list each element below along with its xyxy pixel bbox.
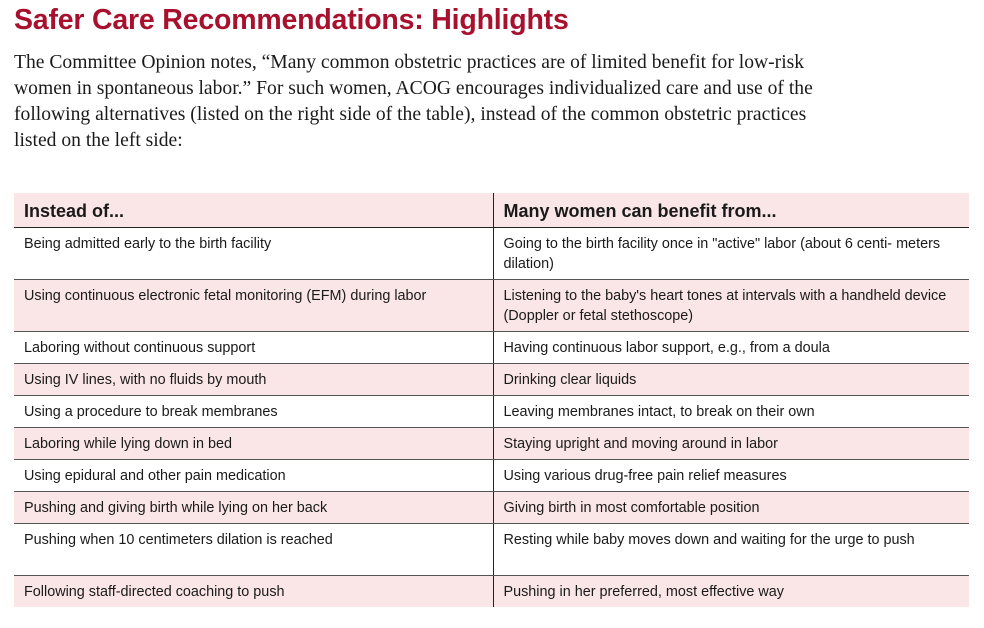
intro-line: women in spontaneous labor.” For such women, ACOG encourages individualized care and use of the: [14, 78, 813, 99]
table-header-row: [14, 193, 969, 227]
alternative-cell: Staying upright and moving around in labor: [493, 427, 969, 459]
alternative-cell: Leaving membranes intact, to break on their own: [493, 395, 969, 427]
alternative-cell: Drinking clear liquids: [493, 363, 969, 395]
intro-line: following alternatives (listed on the right side of the table), instead of the common obstetric practices: [14, 104, 807, 125]
recommendations-table: [14, 193, 969, 607]
table-row: [14, 427, 969, 459]
practice-cell: Being admitted early to the birth facility: [14, 227, 493, 279]
practice-cell: Laboring without continuous support: [14, 331, 493, 363]
header-benefit-from: Many women can benefit from...: [493, 193, 969, 227]
alternative-cell: Going to the birth facility once in "active" labor (about 6 centi- meters dilation): [493, 227, 969, 279]
header-instead-of: Instead of...: [14, 193, 493, 227]
practice-cell: Laboring while lying down in bed: [14, 427, 493, 459]
intro-line: listed on the left side:: [14, 130, 183, 151]
practice-cell: Pushing when 10 centimeters dilation is reached: [14, 523, 493, 575]
alternative-cell: Listening to the baby's heart tones at intervals with a handheld device (Doppler or fetal stethoscope): [493, 279, 969, 331]
page-title: Safer Care Recommendations: Highlights: [14, 4, 569, 36]
practice-cell: Using a procedure to break membranes: [14, 395, 493, 427]
practice-cell: Using epidural and other pain medication: [14, 459, 493, 491]
alternative-cell: Pushing in her preferred, most effective way: [493, 575, 969, 607]
table-row: [14, 459, 969, 491]
table-row: [14, 575, 969, 607]
table-row: [14, 395, 969, 427]
intro-paragraph: [14, 50, 974, 154]
table-row: [14, 491, 969, 523]
practice-cell: Using IV lines, with no fluids by mouth: [14, 363, 493, 395]
alternative-cell: Using various drug-free pain relief measures: [493, 459, 969, 491]
table-row: [14, 331, 969, 363]
practice-cell: Pushing and giving birth while lying on her back: [14, 491, 493, 523]
table-row: [14, 363, 969, 395]
practice-cell: Using continuous electronic fetal monitoring (EFM) during labor: [14, 279, 493, 331]
table-row: [14, 227, 969, 279]
practice-cell: Following staff-directed coaching to push: [14, 575, 493, 607]
alternative-cell: Resting while baby moves down and waiting for the urge to push: [493, 523, 969, 575]
intro-line: The Committee Opinion notes, “Many common obstetric practices are of limited benefit for low-risk: [14, 52, 805, 73]
alternative-cell: Giving birth in most comfortable position: [493, 491, 969, 523]
table-row: [14, 523, 969, 575]
table-row: [14, 279, 969, 331]
alternative-cell: Having continuous labor support, e.g., from a doula: [493, 331, 969, 363]
